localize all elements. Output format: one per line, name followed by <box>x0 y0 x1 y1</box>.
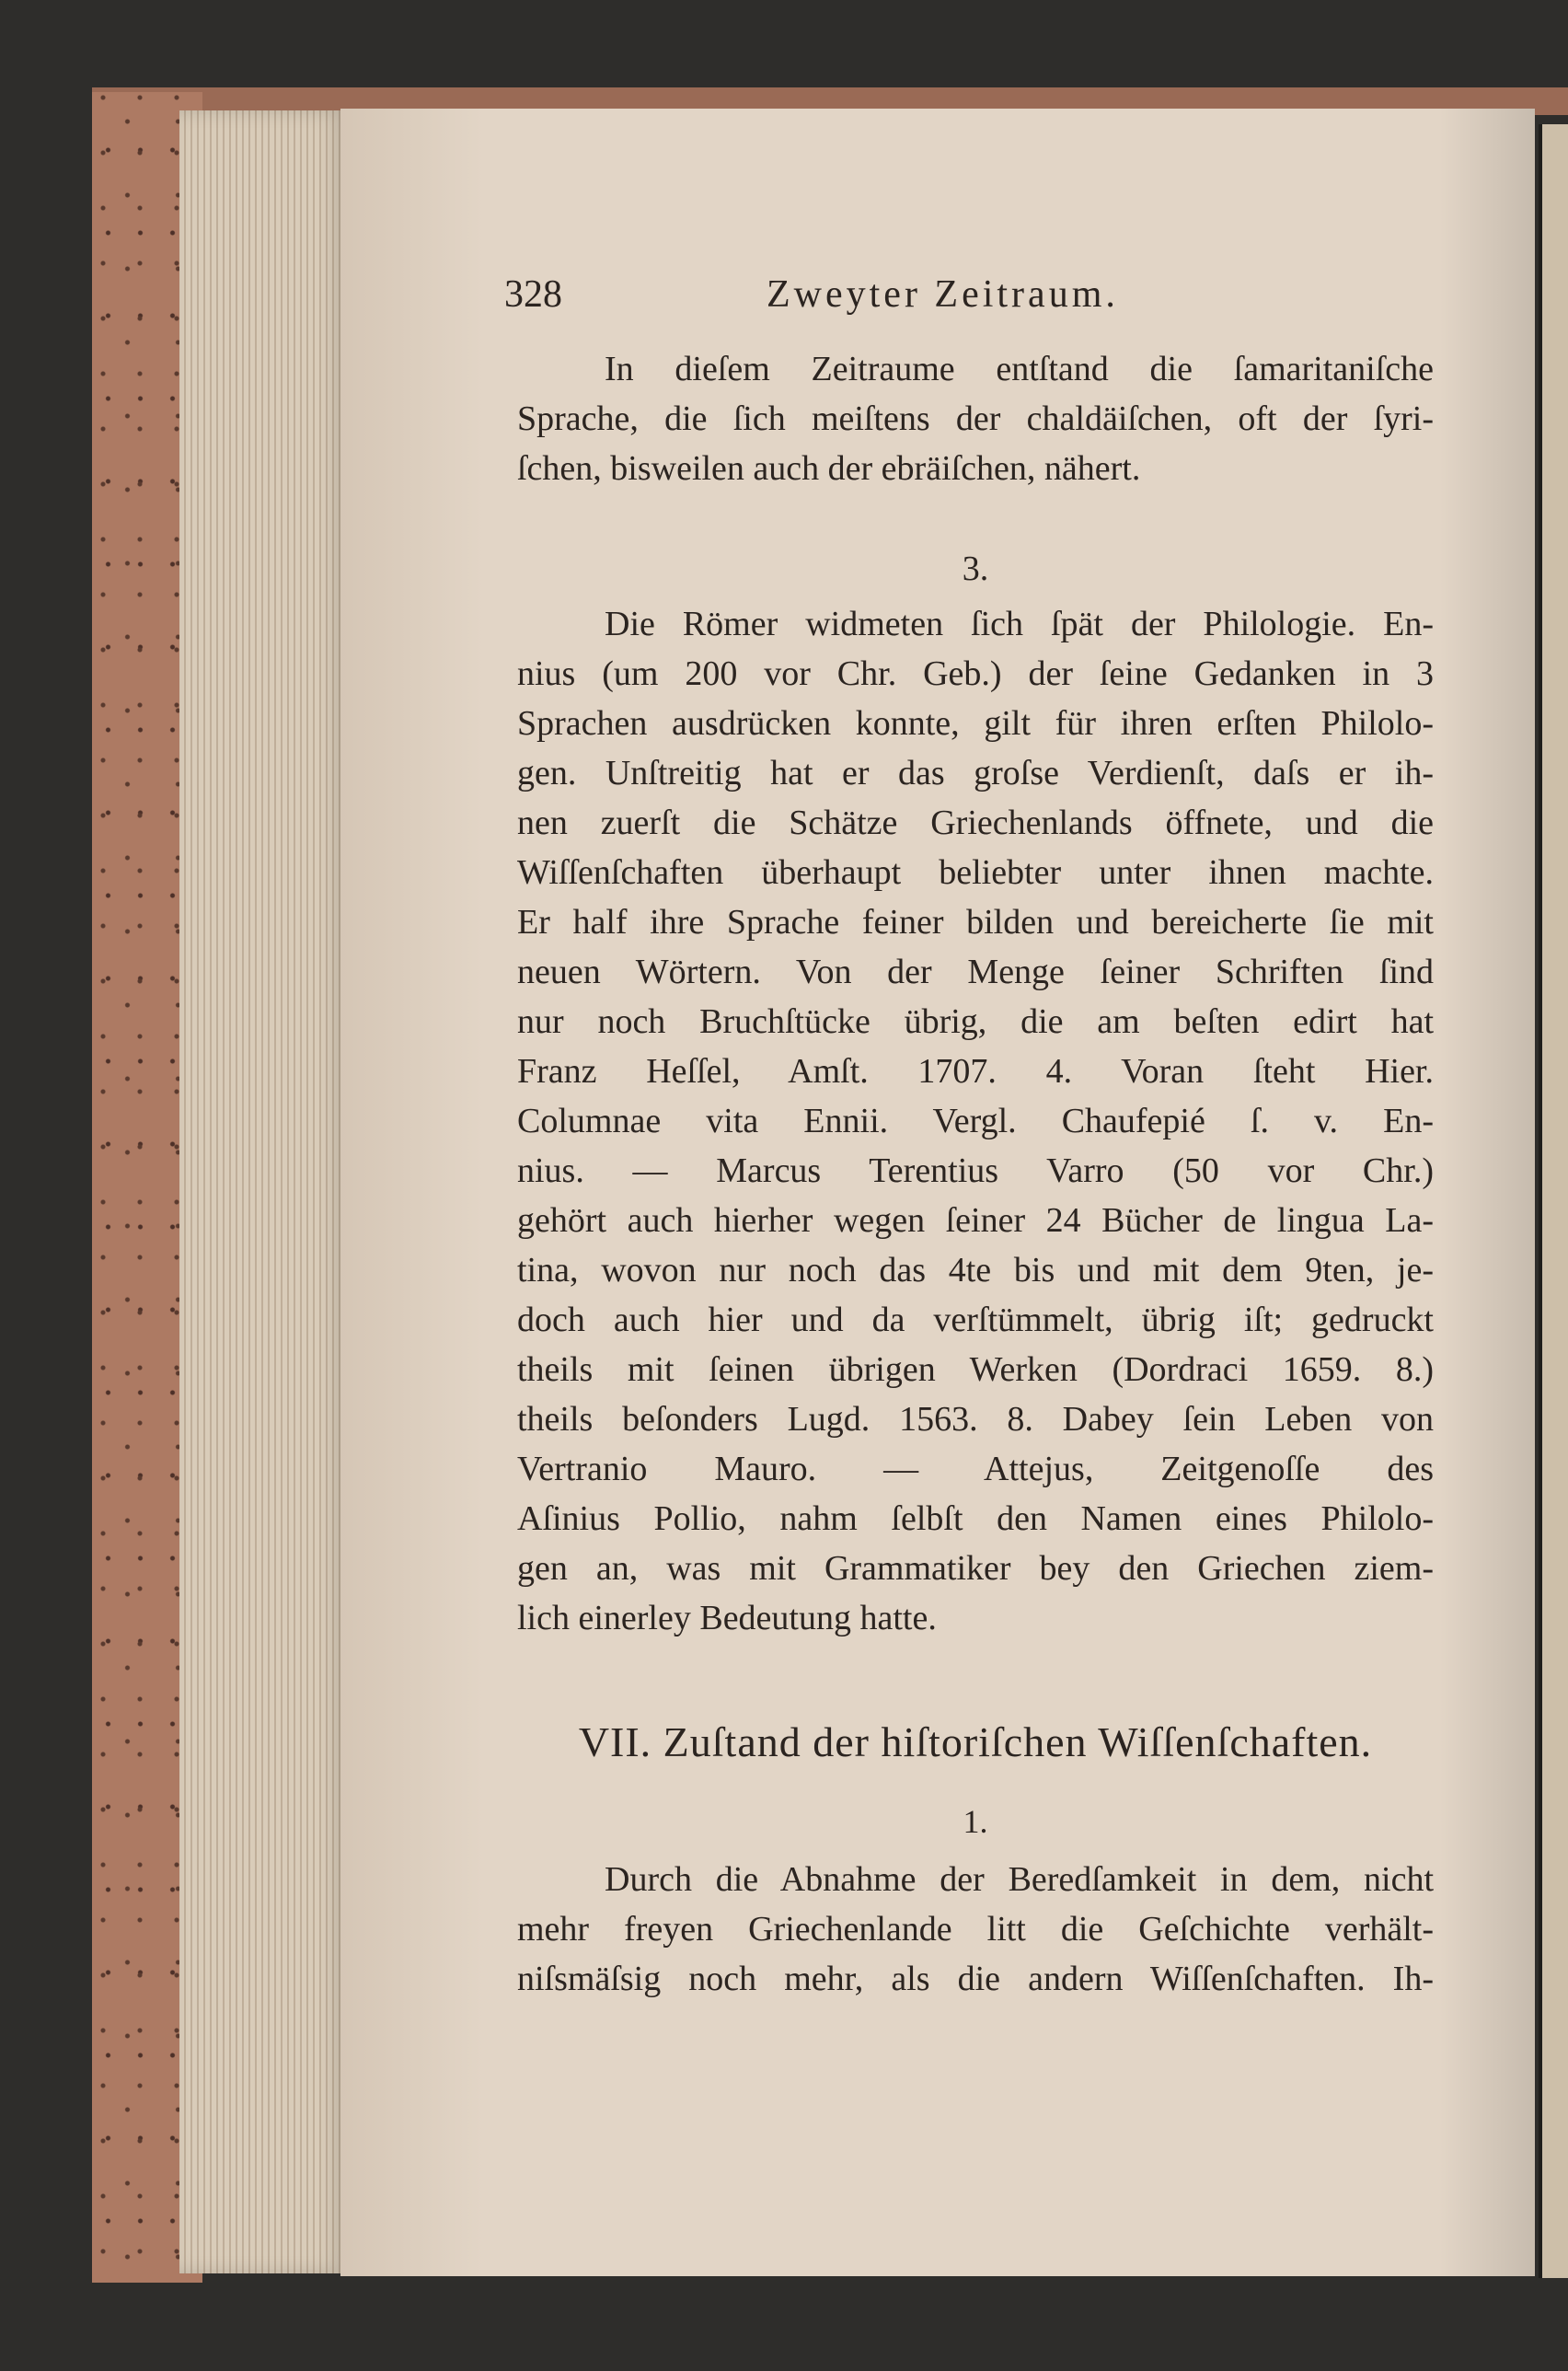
chapter-heading: VII. Zuſtand der hiſtoriſchen Wiſſenſchaften. <box>578 1718 1373 1765</box>
text-line: theils beſonders Lugd. 1563. 8. Dabey ſein Leben von <box>517 1400 1434 1439</box>
text-line: nius. — Marcus Terentius Varro (50 vor Chr.) <box>517 1151 1434 1190</box>
text-line: neuen Wörtern. Von der Menge ſeiner Schriften ſind <box>517 953 1434 991</box>
text-line: gen. Unſtreitig hat er das groſse Verdienſt, daſs er ih- <box>517 754 1434 792</box>
text-line: Sprache, die ſich meiſtens der chaldäiſchen, oft der ſyri- <box>517 399 1434 438</box>
running-title: Zweyter Zeitraum. <box>767 273 1119 316</box>
text-line: Aſinius Pollio, nahm ſelbſt den Namen eines Philolo- <box>517 1499 1434 1538</box>
paragraph-3 <box>517 1855 1434 2004</box>
page-stack-edges <box>179 110 345 2273</box>
text-line: Vertranio Mauro. — Attejus, Zeitgenoſſe des <box>517 1450 1434 1488</box>
page-number: 328 <box>504 273 562 316</box>
text-line: tina, wovon nur noch das 4te bis und mit dem 9ten, je- <box>517 1251 1434 1290</box>
facing-page-edge <box>1539 124 1568 2278</box>
text-line: nius (um 200 vor Chr. Geb.) der ſeine Gedanken in 3 <box>517 654 1434 693</box>
text-line: In dieſem Zeitraume entſtand die ſamaritaniſche <box>605 350 1434 388</box>
text-line: Die Römer widmeten ſich ſpät der Philologie. En- <box>605 605 1434 643</box>
text-line: nen zuerſt die Schätze Griechenlands öffnete, und die <box>517 804 1434 842</box>
text-line: Sprachen ausdrücken konnte, gilt für ihren erſten Philolo- <box>517 704 1434 743</box>
paragraph-1 <box>517 344 1434 493</box>
text-line: mehr freyen Griechenlande litt die Geſchichte verhält- <box>517 1910 1434 1949</box>
text-line: lich einerley Bedeutung hatte. <box>517 1599 937 1637</box>
text-line: Wiſſenſchaften überhaupt beliebter unter ihnen machte. <box>517 853 1434 892</box>
section-number-3: 3. <box>962 549 989 588</box>
text-line: ſchen, bisweilen auch der ebräiſchen, nähert. <box>517 449 1141 488</box>
text-line: Er half ihre Sprache feiner bilden und bereicherte ſie mit <box>517 903 1434 942</box>
text-line: theils mit ſeinen übrigen Werken (Dordraci 1659. 8.) <box>517 1350 1434 1389</box>
text-line: gen an, was mit Grammatiker bey den Griechen ziem- <box>517 1549 1434 1588</box>
text-line: nur noch Bruchſtücke übrig, die am beſten edirt hat <box>517 1002 1434 1041</box>
paragraph-2 <box>517 599 1434 1643</box>
section-number-1: 1. <box>963 1803 988 1840</box>
text-line: niſsmäſsig noch mehr, als die andern Wiſſenſchaften. Ih- <box>517 1960 1434 1998</box>
text-line: Columnae vita Ennii. Vergl. Chaufepié ſ. v. En- <box>517 1102 1434 1140</box>
text-line: Franz Heſſel, Amſt. 1707. 4. Voran ſteht Hier. <box>517 1052 1434 1091</box>
text-line: doch auch hier und da verſtümmelt, übrig iſt; gedruckt <box>517 1301 1434 1339</box>
text-line: gehört auch hierher wegen ſeiner 24 Bücher de lingua La- <box>517 1201 1434 1240</box>
text-line: Durch die Abnahme der Beredſamkeit in dem, nicht <box>605 1860 1434 1899</box>
